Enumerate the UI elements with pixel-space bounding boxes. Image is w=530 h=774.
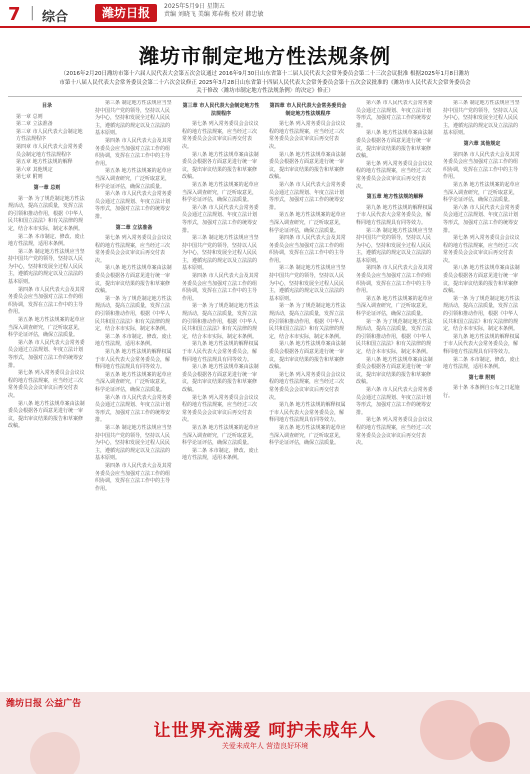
article-paragraph: 第八条 地方性法规草案由法制委员会根据各方面意见进行统一审议，提出审议结果的报告和草案修改稿。 <box>8 400 85 430</box>
article-paragraph: 第三条 制定地方性法规应当坚持中国共产党的领导，坚持以人民为中心，坚持和发展全过程人民民主，遵循宪法的规定以及立法法的基本原则。 <box>95 424 172 462</box>
toc-item: 第三章 市人民代表大会制定地方性法规程序 <box>16 128 83 143</box>
article-paragraph: 第九条 地方性法规的解释权属于市人民代表大会常务委员会，解释同地方性法规具有同等效力。 <box>182 341 259 363</box>
column-4 <box>269 100 347 690</box>
column-3 <box>182 100 260 690</box>
toc-item: 第六章 其他规定 <box>16 166 53 173</box>
article-paragraph: 第八条 地方性法规草案由法制委员会根据各方面意见进行统一审议，提出审议结果的报告和草案修改稿。 <box>356 356 433 386</box>
article-paragraph: 第一条 为了规范制定地方性法规活动，提高立法质量，发挥立法的引领和推动作用，根据《中华人民共和国立法法》和有关法律的规定，结合本市实际，制定本条例。 <box>443 295 520 333</box>
article-paragraph: 第五条 地方性法规案的起草应当深入调查研究，广泛听取意见，科学论证评估，确保立法质量。 <box>269 212 346 234</box>
article-paragraph: 第六条 市人民代表大会常务委员会通过立法规划、年度立法计划等形式，加强对立法工作的统筹安排。 <box>182 204 259 234</box>
article-paragraph: 第八条 地方性法规草案由法制委员会根据各方面意见进行统一审议，提出审议结果的报告和草案修改稿。 <box>443 265 520 295</box>
article-paragraph: 第七条 列入常务委员会会议议程的地方性法规案，应当经过三次常务委员会会议审议后再交付表决。 <box>269 121 346 150</box>
article-paragraph: 第七条 列入常务委员会会议议程的地方性法规案，应当经过三次常务委员会会议审议后再交付表决。 <box>356 160 433 190</box>
article-title: 潍坊市制定地方性法规条例 <box>139 44 391 68</box>
chapter-heading: 第一章 总则 <box>33 184 61 191</box>
chapter-heading: 第三章 市人民代表大会制定地方性法规程序 <box>182 103 260 117</box>
ad-tag: 潍坊日报 公益广告 <box>6 699 82 709</box>
article-paragraph: 第六条 市人民代表大会常务委员会通过立法规划、年度立法计划等形式，加强对立法工作的统筹安排。 <box>356 386 433 416</box>
article-paragraph: 第五条 地方性法规案的起草应当深入调查研究，广泛听取意见，科学论证评估，确保立法质量。 <box>356 295 433 318</box>
chapter-heading: 第二章 立法准备 <box>115 224 153 231</box>
article-paragraph: 第四条 市人民代表大会及其常务委员会应当加强对立法工作的组织协调，发挥在立法工作中的主导作用。 <box>95 137 172 167</box>
article-paragraph: 第五条 地方性法规案的起草应当深入调查研究，广泛听取意见，科学论证评估，确保立法质量。 <box>182 181 259 204</box>
column-2 <box>95 100 173 690</box>
chapter-heading: 第六章 其他规定 <box>463 140 501 147</box>
chapter-heading: 第五章 地方性法规的解释 <box>366 194 424 201</box>
toc-item: 第五章 地方性法规的解释 <box>16 159 73 166</box>
article-paragraph: 第七条 列入常务委员会会议议程的地方性法规案，应当经过三次常务委员会会议审议后再交付表决。 <box>182 394 259 424</box>
article-paragraph: 第五条 地方性法规案的起草应当深入调查研究，广泛听取意见，科学论证评估，确保立法质量。 <box>182 424 259 447</box>
article-paragraph: 第六条 市人民代表大会常务委员会通过立法规划、年度立法计划等形式，加强对立法工作的统筹安排。 <box>443 204 520 234</box>
header-divider <box>8 96 522 97</box>
issue-date: 2025年5月9日 星期五 <box>164 3 225 10</box>
article-paragraph: 第七条 列入常务委员会会议议程的地方性法规案，应当经过三次常务委员会会议审议后再交付表决。 <box>182 121 259 150</box>
article-body <box>8 100 522 690</box>
page-number: 7 <box>8 4 21 25</box>
editor-credits: 责编 刘晓飞 美编 郑春梅 校对 韩忠敏 <box>164 11 264 18</box>
chapter-heading: 第四章 市人民代表大会常务委员会制定地方性法规程序 <box>269 103 347 117</box>
article-paragraph: 第三条 制定地方性法规应当坚持中国共产党的领导，坚持以人民为中心，坚持和发展全过程人民民主，遵循宪法的规定以及立法法的基本原则。 <box>182 235 259 272</box>
toc-item: 第二章 立法准备 <box>16 121 53 128</box>
article-paragraph: 第九条 地方性法规的解释权属于市人民代表大会常务委员会，解释同地方性法规具有同等效力。 <box>356 204 433 226</box>
article-paragraph: 第八条 地方性法规草案由法制委员会根据各方面意见进行统一审议，提出审议结果的报告和草案修改稿。 <box>182 151 259 181</box>
toc-item: 第四章 市人民代表大会常务委员会制定地方性法规程序 <box>16 143 83 158</box>
column-5 <box>356 100 434 690</box>
article-paragraph: 第一条 为了规范制定地方性法规活动，提高立法质量，发挥立法的引领和推动作用，根据《中华人民共和国立法法》和有关法律的规定，结合本市实际，制定本条例。 <box>356 318 433 355</box>
toc-heading: 目录 <box>41 103 52 109</box>
chapter-heading: 第七章 附则 <box>468 374 496 381</box>
article-paragraph: 第五条 地方性法规案的起草应当深入调查研究，广泛听取意见，科学论证评估，确保立法质量。 <box>95 168 172 190</box>
column-6 <box>443 100 521 690</box>
article-paragraph: 第一条 为了规范制定地方性法规活动，提高立法质量，发挥立法的引领和推动作用，根据《中华人民共和国立法法》和有关法律的规定，结合本市实际，制定本条例。 <box>269 303 346 340</box>
article-paragraph: 第七条 列入常务委员会会议议程的地方性法规案，应当经过三次常务委员会会议审议后再交付表决。 <box>8 370 85 399</box>
article-paragraph: 第五条 地方性法规案的起草应当深入调查研究，广泛听取意见，科学论证评估，确保立法质量。 <box>443 181 520 204</box>
article-paragraph: 第五条 地方性法规案的起草应当深入调查研究，广泛听取意见，科学论证评估，确保立法质量。 <box>8 317 85 339</box>
masthead-meta <box>164 3 264 19</box>
article-paragraph: 第一条 为了规范制定地方性法规活动，提高立法质量，发挥立法的引领和推动作用，根据《中华人民共和国立法法》和有关法律的规定，结合本市实际，制定本条例。 <box>182 303 259 340</box>
article-paragraph: 第九条 地方性法规的解释权属于市人民代表大会常务委员会，解释同地方性法规具有同等效力。 <box>95 349 172 371</box>
article-paragraph: 第五条 地方性法规案的起草应当深入调查研究，广泛听取意见，科学论证评估，确保立法质量。 <box>269 424 346 447</box>
article-paragraph: 第四条 市人民代表大会及其常务委员会应当加强对立法工作的组织协调，发挥在立法工作中的主导作用。 <box>95 462 172 492</box>
newspaper-logo: 潍坊日报 <box>95 4 157 22</box>
article-paragraph: 第九条 地方性法规的解释权属于市人民代表大会常务委员会，解释同地方性法规具有同等效力。 <box>269 402 346 424</box>
page-masthead <box>0 0 530 26</box>
article-paragraph: 第八条 地方性法规草案由法制委员会根据各方面意见进行统一审议，提出审议结果的报告和草案修改稿。 <box>269 341 346 371</box>
article-paragraph: 第四条 市人民代表大会及其常务委员会应当加强对立法工作的组织协调，发挥在立法工作中的主导作用。 <box>8 286 85 316</box>
article-paragraph: 第四条 市人民代表大会及其常务委员会应当加强对立法工作的组织协调，发挥在立法工作中的主导作用。 <box>356 265 433 295</box>
article-paragraph: 第八条 地方性法规草案由法制委员会根据各方面意见进行统一审议，提出审议结果的报告和草案修改稿。 <box>95 265 172 295</box>
column-1 <box>8 100 86 690</box>
masthead-separator: | <box>30 5 35 21</box>
public-service-ad <box>0 692 530 774</box>
article-paragraph: 第七条 列入常务委员会会议议程的地方性法规案，应当经过三次常务委员会会议审议后再交付表决。 <box>356 417 433 447</box>
toc-item: 第七章 附则 <box>16 174 43 181</box>
article-paragraph: 第二条 本市制定、修改、废止地方性法规，适用本条例。 <box>443 356 520 371</box>
article-paragraph: 第三条 制定地方性法规应当坚持中国共产党的领导，坚持以人民为中心，坚持和发展全过程人民民主，遵循宪法的规定以及立法法的基本原则。 <box>95 100 172 137</box>
article-paragraph: 第二条 本市制定、修改、废止地方性法规，适用本条例。 <box>8 233 85 248</box>
article-paragraph: 第四条 市人民代表大会及其常务委员会应当加强对立法工作的组织协调，发挥在立法工作中的主导作用。 <box>269 235 346 264</box>
article-paragraph: 第三条 制定地方性法规应当坚持中国共产党的领导，坚持以人民为中心，坚持和发展全过程人民民主，遵循宪法的规定以及立法法的基本原则。 <box>356 227 433 264</box>
article-paragraph: 第六条 市人民代表大会常务委员会通过立法规划、年度立法计划等形式，加强对立法工作的统筹安排。 <box>356 100 433 129</box>
masthead-rule <box>0 26 530 28</box>
article-paragraph: 第四条 市人民代表大会及其常务委员会应当加强对立法工作的组织协调，发挥在立法工作中的主导作用。 <box>443 151 520 181</box>
article-paragraph: 第八条 地方性法规草案由法制委员会根据各方面意见进行统一审议，提出审议结果的报告和草案修改稿。 <box>356 130 433 160</box>
ad-headline: 让世界充满爱 呵护未成年人 <box>153 721 377 741</box>
article-paragraph: 第三条 制定地方性法规应当坚持中国共产党的领导，坚持以人民为中心，坚持和发展全过程人民民主，遵循宪法的规定以及立法法的基本原则。 <box>443 100 520 137</box>
article-paragraph: 第七条 列入常务委员会会议议程的地方性法规案，应当经过三次常务委员会会议审议后再交付表决。 <box>443 235 520 264</box>
article-paragraph: 第六条 市人民代表大会常务委员会通过立法规划、年度立法计划等形式，加强对立法工作的统筹安排。 <box>95 394 172 424</box>
article-paragraph: 第七条 列入常务委员会会议议程的地方性法规案，应当经过三次常务委员会会议审议后再交付表决。 <box>95 235 172 264</box>
article-paragraph: 第六条 市人民代表大会常务委员会通过立法规划、年度立法计划等形式，加强对立法工作的统筹安排。 <box>269 181 346 211</box>
article-paragraph: 第一条 为了规范制定地方性法规活动，提高立法质量，发挥立法的引领和推动作用，根据《中华人民共和国立法法》和有关法律的规定，结合本市实际，制定本条例。 <box>8 195 85 232</box>
article-paragraph: 第二条 本市制定、修改、废止地方性法规，适用本条例。 <box>95 333 172 348</box>
article-paragraph: 第九条 地方性法规的解释权属于市人民代表大会常务委员会，解释同地方性法规具有同等效力。 <box>443 333 520 355</box>
article-paragraph: 第十条 本条例自公布之日起施行。 <box>443 385 520 399</box>
toc-item: 第一章 总则 <box>16 113 43 120</box>
article-paragraph: 第八条 地方性法规草案由法制委员会根据各方面意见进行统一审议，提出审议结果的报告和草案修改稿。 <box>269 151 346 181</box>
article-paragraph: 第二条 本市制定、修改、废止地方性法规，适用本条例。 <box>182 447 259 462</box>
ad-subline: 关爱未成年人 营造良好环境 <box>221 742 309 750</box>
article-paragraph: 第五条 地方性法规案的起草应当深入调查研究，广泛听取意见，科学论证评估，确保立法质量。 <box>95 371 172 393</box>
article-paragraph: 第三条 制定地方性法规应当坚持中国共产党的领导，坚持以人民为中心，坚持和发展全过程人民民主，遵循宪法的规定以及立法法的基本原则。 <box>269 265 346 302</box>
article-paragraph: 第七条 列入常务委员会会议议程的地方性法规案，应当经过三次常务委员会会议审议后再交付表决。 <box>269 371 346 401</box>
article-paragraph: 第六条 市人民代表大会常务委员会通过立法规划、年度立法计划等形式，加强对立法工作的统筹安排。 <box>8 339 85 369</box>
article-preamble: （2016年2月20日潍坊市第十六届人民代表大会第五次会议通过 2016年9月30日山东省第十二届人民代表大会常务委员会第二十三次会议批准 根据2025年1月8日潍坊市第十八届人民代表大会常务委员会第二十六次会议修正 2025年3月28日山东省第十四届人民代表大会常务委员会第十五次会议批准的《潍坊市人民代表大会常务委员会关于修改〈潍坊市制定地方性法规条例〉的决定》修正） <box>59 71 471 94</box>
article-paragraph: 第一条 为了规范制定地方性法规活动，提高立法质量，发挥立法的引领和推动作用，根据《中华人民共和国立法法》和有关法律的规定，结合本市实际，制定本条例。 <box>95 295 172 333</box>
section-name: 综合 <box>42 10 69 25</box>
article-paragraph: 第六条 市人民代表大会常务委员会通过立法规划、年度立法计划等形式，加强对立法工作的统筹安排。 <box>95 191 172 220</box>
article-paragraph: 第三条 制定地方性法规应当坚持中国共产党的领导，坚持以人民为中心，坚持和发展全过程人民民主，遵循宪法的规定以及立法法的基本原则。 <box>8 248 85 286</box>
article-paragraph: 第八条 地方性法规草案由法制委员会根据各方面意见进行统一审议，提出审议结果的报告和草案修改稿。 <box>182 364 259 393</box>
article-paragraph: 第四条 市人民代表大会及其常务委员会应当加强对立法工作的组织协调，发挥在立法工作中的主导作用。 <box>182 273 259 302</box>
